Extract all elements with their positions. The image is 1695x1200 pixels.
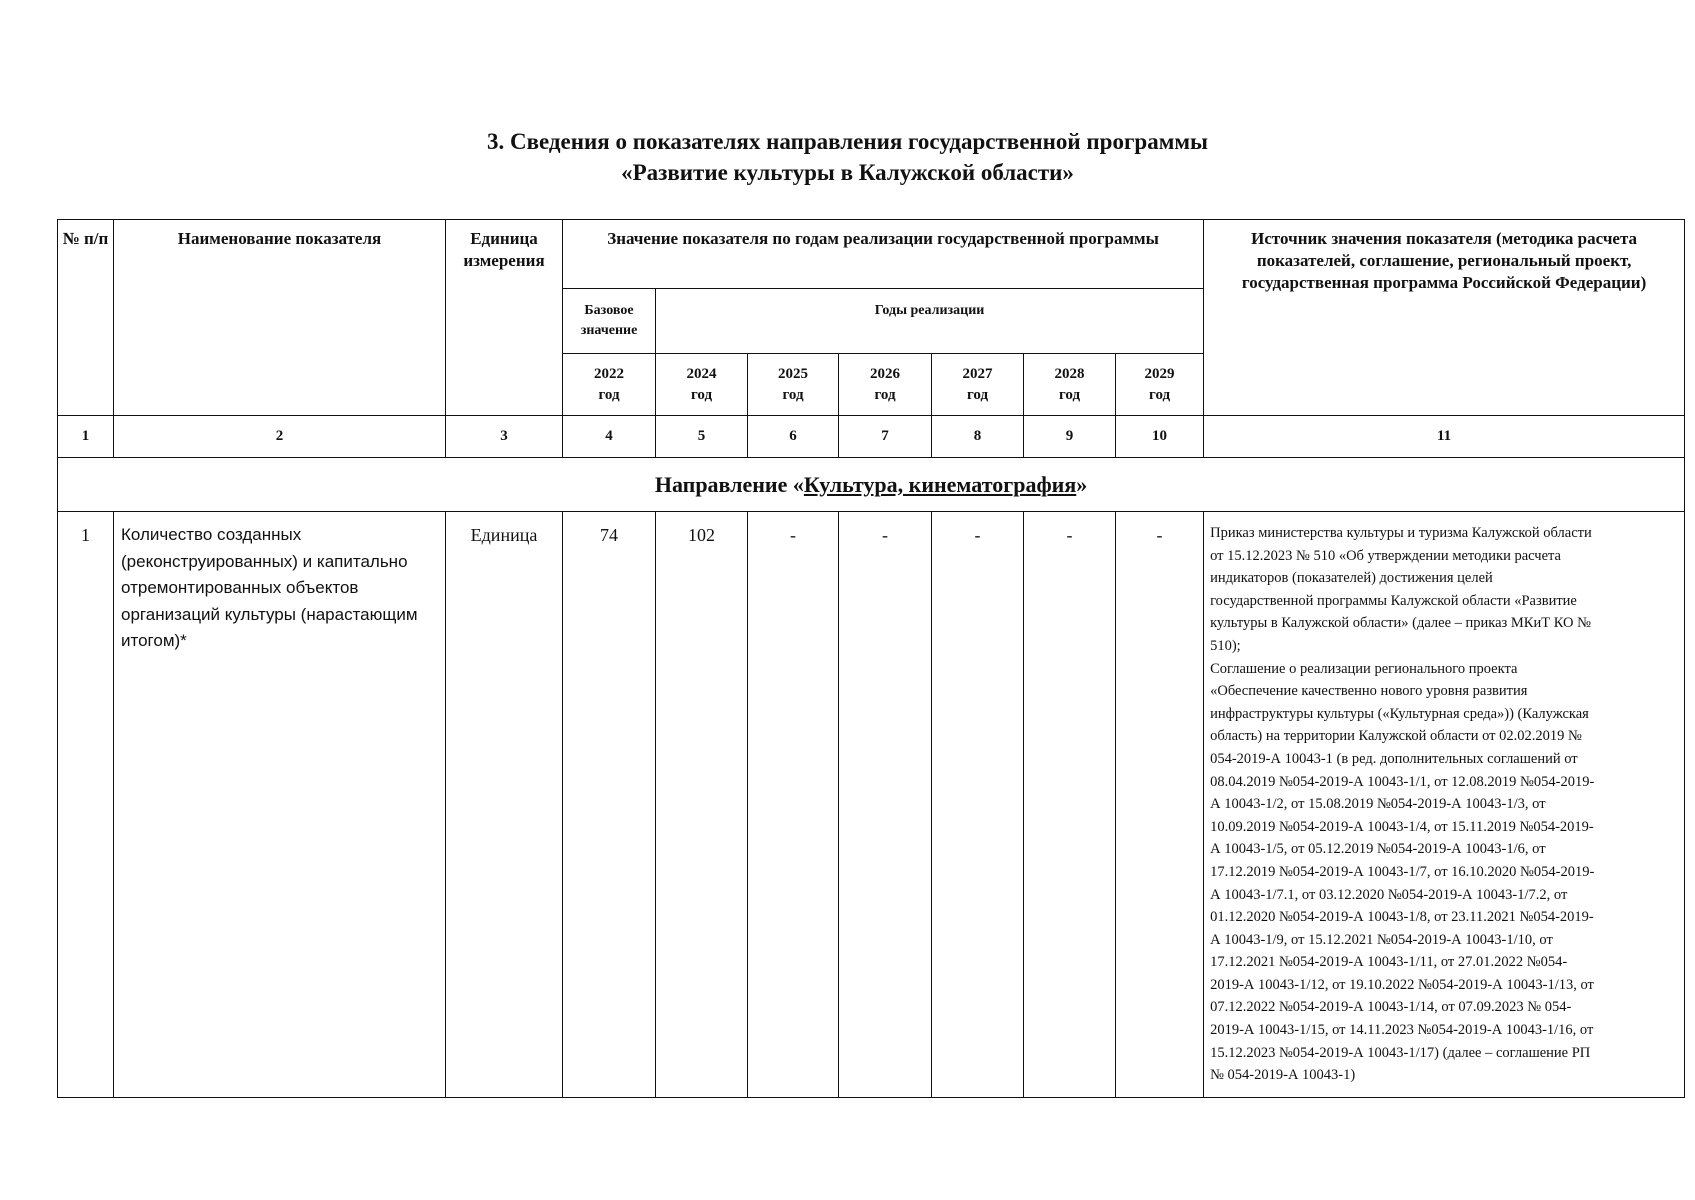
column-number: 5 bbox=[656, 416, 748, 458]
table-row bbox=[58, 512, 1685, 1098]
indicators-table bbox=[57, 219, 1685, 1098]
year-value: - bbox=[1116, 512, 1204, 1098]
source-cell bbox=[1204, 512, 1685, 1098]
source-line: 10.09.2019 №054-2019-А 10043-1/4, от 15.11.2019 №054-2019- bbox=[1210, 818, 1594, 835]
column-number-row bbox=[58, 416, 1685, 458]
header-year: 2029 год bbox=[1116, 354, 1204, 416]
header-values-group: Значение показателя по годам реализации государственной программы bbox=[563, 220, 1204, 289]
header-unit: Единица измерения bbox=[446, 220, 563, 416]
header-base-value: Базовое значение bbox=[563, 289, 656, 354]
source-line: А 10043-1/2, от 15.08.2019 №054-2019-А 10043-1/3, от bbox=[1210, 796, 1546, 813]
source-line: А 10043-1/7.1, от 03.12.2020 №054-2019-А 10043-1/7.2, от bbox=[1210, 886, 1568, 903]
column-number: 9 bbox=[1024, 416, 1116, 458]
source-line: 01.12.2020 №054-2019-А 10043-1/8, от 23.11.2021 №054-2019- bbox=[1210, 909, 1594, 926]
source-line: Приказ министерства культуры и туризма Калужской области bbox=[1210, 525, 1592, 541]
source-line: Соглашение о реализации регионального проекта bbox=[1210, 660, 1518, 677]
year-value: - bbox=[932, 512, 1024, 1098]
title-line-2: «Развитие культуры в Калужской области» bbox=[621, 160, 1074, 185]
source-line: № 054-2019-А 10043-1) bbox=[1210, 1067, 1356, 1084]
indicator-unit: Единица bbox=[446, 512, 563, 1098]
header-name: Наименование показателя bbox=[114, 220, 446, 416]
source-line: индикаторов (показателей) достижения целей bbox=[1210, 570, 1493, 587]
header-year: 2024 год bbox=[656, 354, 748, 416]
column-number: 1 bbox=[58, 416, 114, 458]
source-line: 054-2019-А 10043-1 (в ред. дополнительных соглашений от bbox=[1210, 750, 1578, 767]
source-line: А 10043-1/9, от 15.12.2021 №054-2019-А 10043-1/10, от bbox=[1210, 931, 1553, 948]
section-suffix: » bbox=[1076, 471, 1088, 497]
source-line: 17.12.2021 №054-2019-А 10043-1/11, от 27.01.2022 №054- bbox=[1210, 954, 1568, 971]
row-num: 1 bbox=[58, 512, 114, 1098]
source-line: 17.12.2019 №054-2019-А 10043-1/7, от 16.10.2020 №054-2019- bbox=[1210, 863, 1595, 880]
source-line: 2019-А 10043-1/12, от 19.10.2022 №054-2019-А 10043-1/13, от bbox=[1210, 976, 1594, 993]
column-number: 8 bbox=[932, 416, 1024, 458]
source-line: 07.12.2022 №054-2019-А 10043-1/14, от 07.09.2023 № 054- bbox=[1210, 999, 1572, 1016]
column-number: 7 bbox=[839, 416, 932, 458]
source-line: А 10043-1/5, от 05.12.2019 №054-2019-А 10043-1/6, от bbox=[1210, 841, 1546, 858]
base-value: 74 bbox=[563, 512, 656, 1098]
header-base-year: 2022 год bbox=[563, 354, 656, 416]
column-number: 3 bbox=[446, 416, 563, 458]
source-line: инфраструктуры культуры («Культурная среда»)) (Калужская bbox=[1210, 705, 1589, 722]
indicator-name: Количество созданных (реконструированных) и капитально отремонтированных объектов организаций культуры (нарастающим итогом)* bbox=[114, 512, 446, 1098]
year-value: - bbox=[839, 512, 932, 1098]
section-heading bbox=[58, 458, 1685, 512]
header-year: 2026 год bbox=[839, 354, 932, 416]
header-year: 2028 год bbox=[1024, 354, 1116, 416]
source-line: 510); bbox=[1210, 637, 1241, 654]
source-line: 2019-А 10043-1/15, от 14.11.2023 №054-2019-А 10043-1/16, от bbox=[1210, 1022, 1594, 1039]
year-value: 102 bbox=[656, 512, 748, 1098]
column-number: 10 bbox=[1116, 416, 1204, 458]
source-line: 08.04.2019 №054-2019-А 10043-1/1, от 12.08.2019 №054-2019- bbox=[1210, 773, 1595, 790]
header-years-group: Годы реализации bbox=[656, 289, 1204, 354]
section-row bbox=[58, 458, 1685, 512]
source-line: от 15.12.2023 № 510 «Об утверждении методики расчета bbox=[1210, 547, 1561, 564]
header-row-1 bbox=[58, 220, 1685, 289]
header-source: Источник значения показателя (методика расчета показателей, соглашение, региональный проект, государственная программа Российской Федерации) bbox=[1204, 220, 1685, 416]
header-year: 2027 год bbox=[932, 354, 1024, 416]
column-number: 2 bbox=[114, 416, 446, 458]
source-line: государственной программы Калужской области «Развитие bbox=[1210, 592, 1577, 609]
document-title bbox=[0, 126, 1695, 188]
column-number: 11 bbox=[1204, 416, 1685, 458]
source-line: культуры в Калужской области» (далее – приказ МКиТ КО № bbox=[1210, 615, 1591, 632]
source-line: область) на территории Калужской области от 02.02.2019 № bbox=[1210, 728, 1582, 745]
year-value: - bbox=[748, 512, 839, 1098]
header-num: № п/п bbox=[58, 220, 114, 416]
section-prefix: Направление « bbox=[654, 471, 804, 497]
year-value: - bbox=[1024, 512, 1116, 1098]
title-line-1: 3. Сведения о показателях направления государственной программы bbox=[486, 129, 1209, 154]
source-line: 15.12.2023 №054-2019-А 10043-1/17) (далее – соглашение РП bbox=[1210, 1044, 1591, 1061]
column-number: 6 bbox=[748, 416, 839, 458]
header-year: 2025 год bbox=[748, 354, 839, 416]
column-number: 4 bbox=[563, 416, 656, 458]
section-name: Культура, кинематография bbox=[803, 471, 1077, 497]
source-line: «Обеспечение качественно нового уровня развития bbox=[1210, 683, 1528, 700]
